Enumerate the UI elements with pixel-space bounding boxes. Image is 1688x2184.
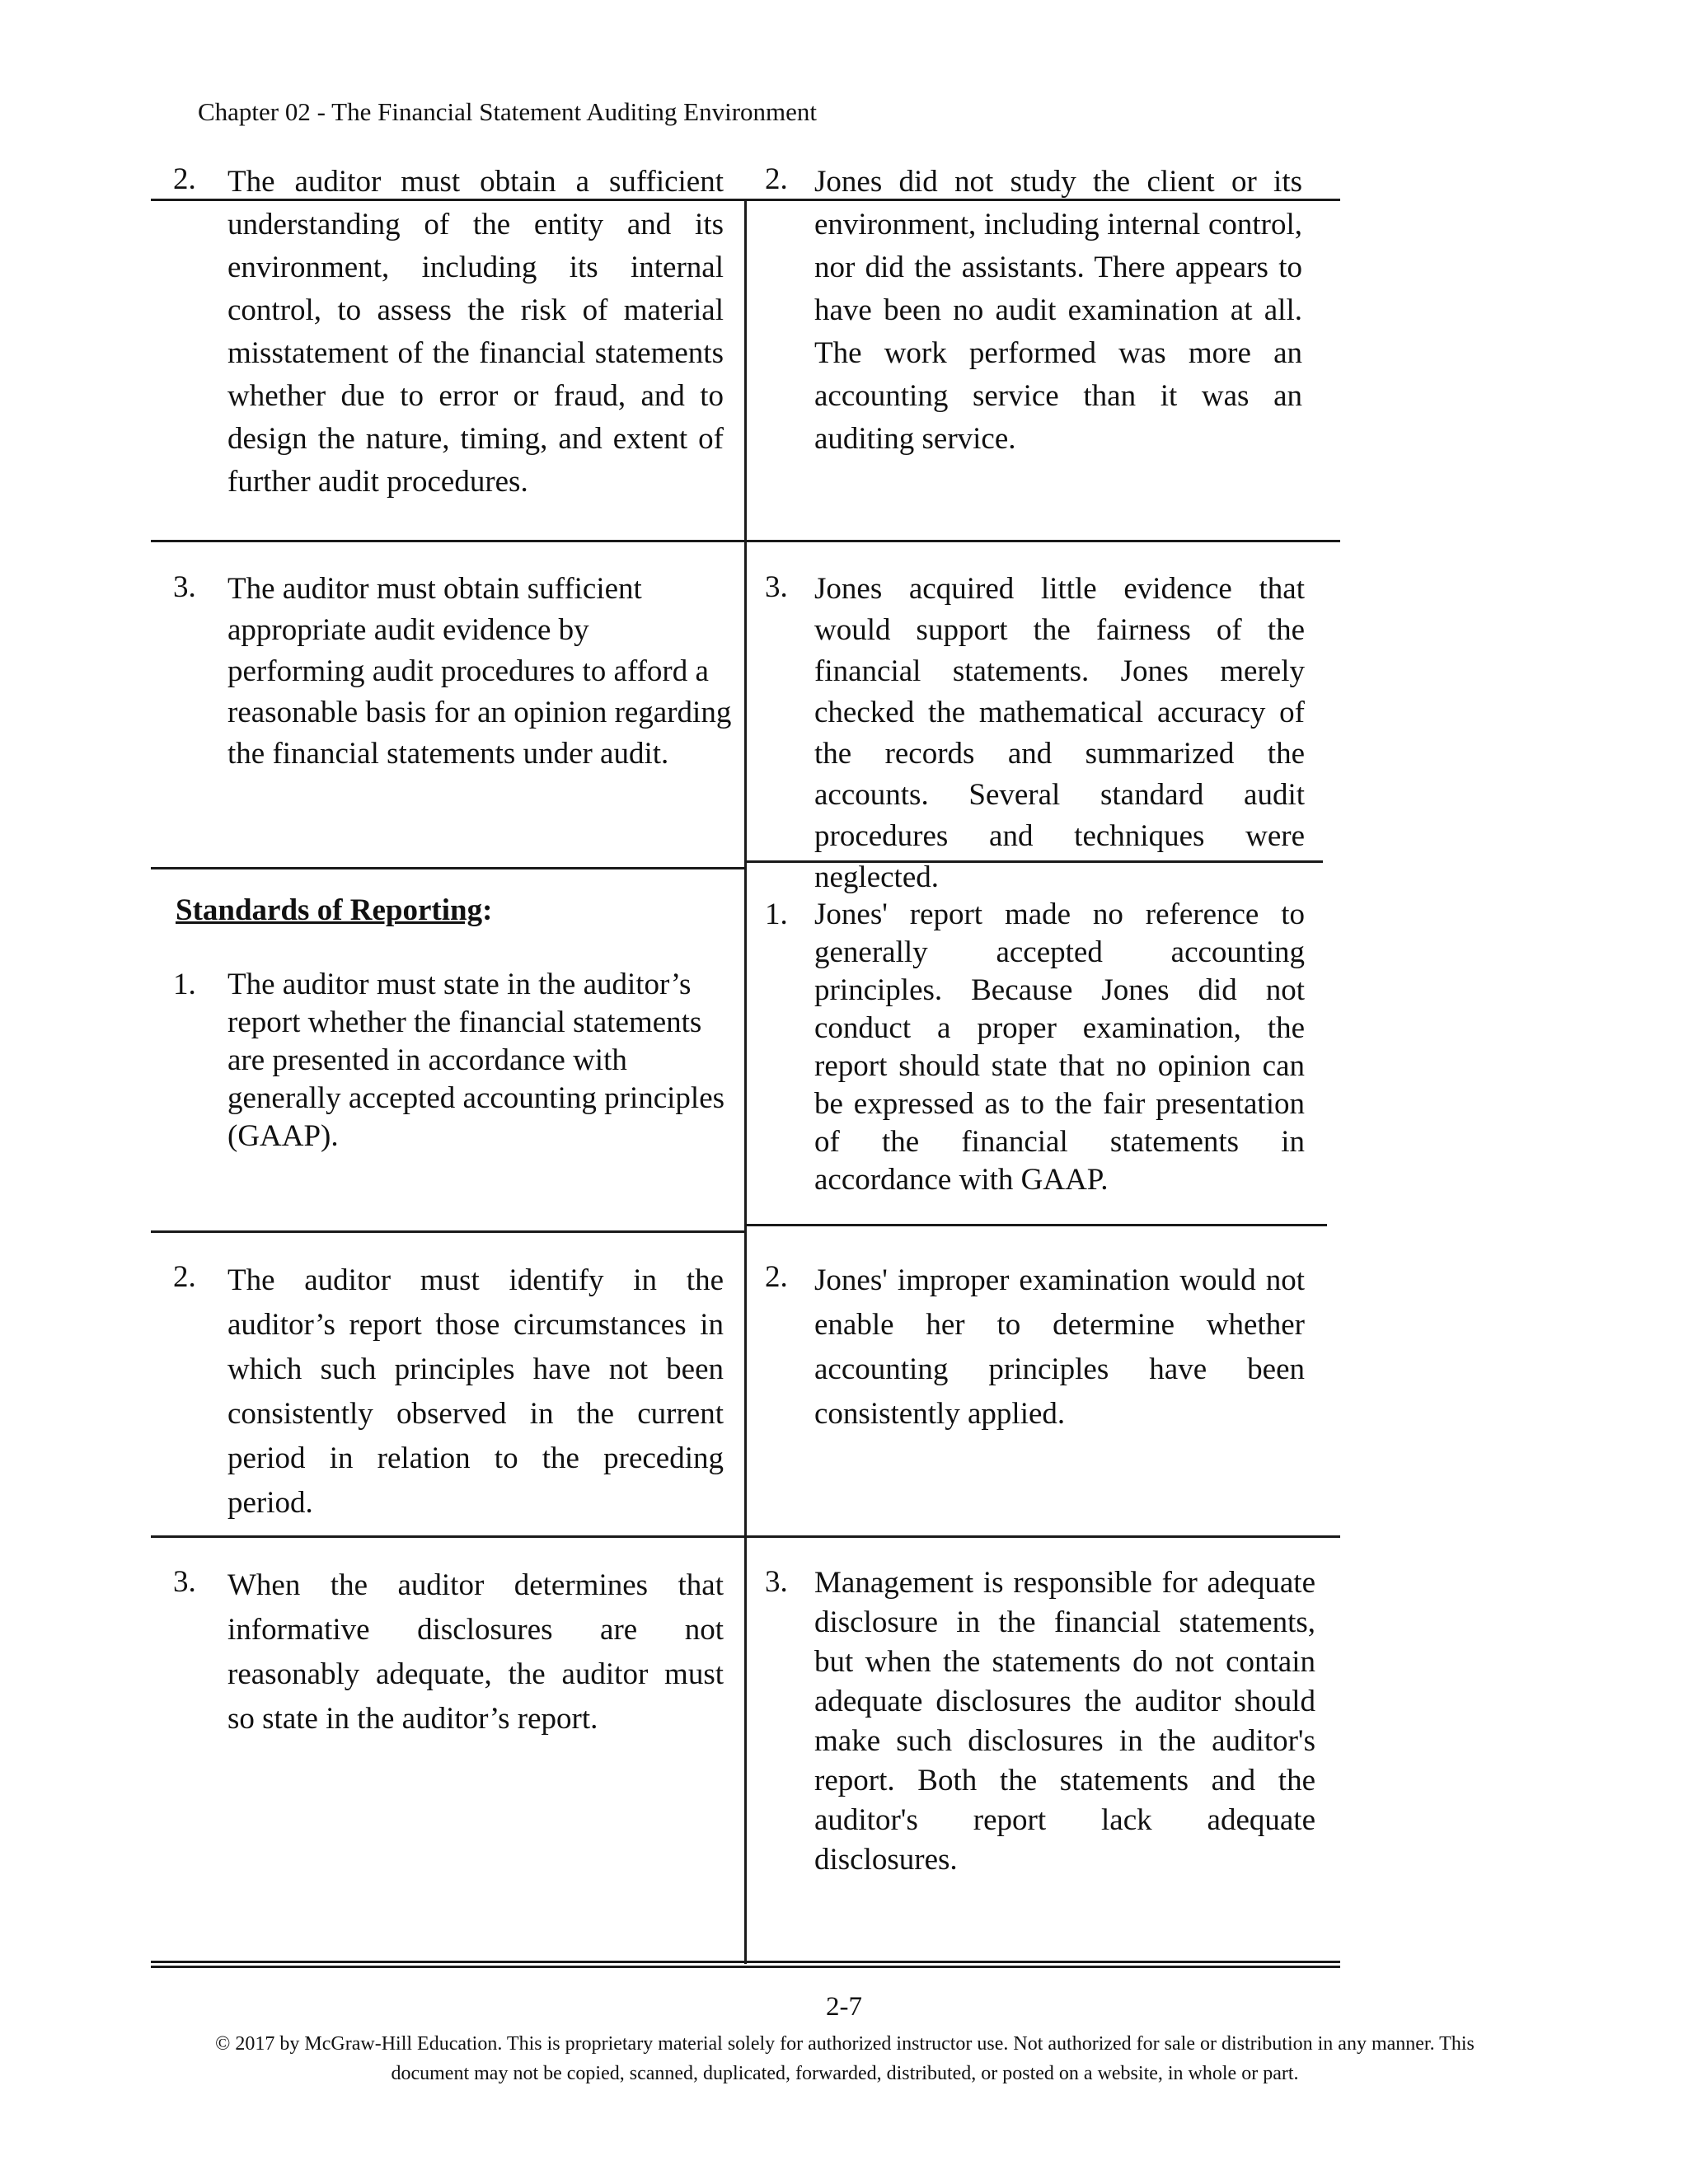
copyright-notice: © 2017 by McGraw-Hill Education. This is proprietary material solely for authorized instructor use. Not authorized for sale or distribution in any manner. This document may not be copied, scanned, duplicated, forwarded, distributed, or posted on a website, in whole or part. [215, 2033, 1475, 2084]
section-heading: Standards of Reporting: [176, 893, 493, 927]
list-number: 3. [173, 570, 196, 604]
auditing-standard-text: The auditor must obtain sufficient appropriate audit evidence by performing audit procedures to afford a reasonable basis for an opinion regarding the financial statements under audit. [227, 572, 732, 771]
table-column-divider [744, 200, 747, 1964]
auditing-standard-text: The auditor must obtain a sufficient understanding of the entity and its environment, including its internal control, to assess the risk of material misstatement of the financial statements whether due to error or fraud, and to design the nature, timing, and extent of further audit procedures. [227, 165, 724, 499]
table-rule [151, 867, 744, 869]
list-number: 2. [765, 162, 788, 196]
case-finding-text: Jones acquired little evidence that would support the fairness of the financial statements. Jones merely checked the mathematical accuracy of the records and summarized the accounts. Several standard audit procedures and techniques were neglected. [814, 572, 1305, 894]
list-number: 3. [765, 570, 788, 604]
list-number: 2. [173, 1260, 196, 1294]
case-finding-text: Jones' report made no reference to generally accepted accounting principles. Because Jones did not conduct a proper examination, the report should state that no opinion can be expressed as to the fair presentation of the financial statements in accordance with GAAP. [814, 898, 1305, 1197]
list-number: 1. [765, 898, 788, 931]
case-finding-text: Jones' improper examination would not enable her to determine whether accounting principles have been consistently applied. [814, 1263, 1305, 1431]
list-number: 2. [173, 162, 196, 196]
table-rule [151, 1966, 1340, 1968]
list-number: 3. [765, 1565, 788, 1599]
table-rule [151, 1230, 744, 1233]
page-header: Chapter 02 - The Financial Statement Auditing Environment [198, 97, 818, 126]
page-number: 2-7 [826, 1992, 862, 2022]
list-number: 2. [765, 1260, 788, 1294]
case-finding-text: Jones did not study the client or its environment, including internal control, nor did the assistants. There appears to have been no audit examination at all. The work performed was more an accounting service than it was an auditing service. [814, 165, 1302, 456]
reporting-standard-text: When the auditor determines that informative disclosures are not reasonably adequate, the auditor must so state in the auditor’s report. [227, 1568, 724, 1736]
list-number: 3. [173, 1565, 196, 1599]
reporting-standard-text: The auditor must state in the auditor’s report whether the financial statements are presented in accordance with generally accepted accounting principles (GAAP). [227, 968, 725, 1153]
case-finding-text: Management is responsible for adequate disclosure in the financial statements, but when the statements do not contain adequate disclosures the auditor should make such disclosures in the auditor's report. Both the statements and the auditor's report lack adequate disclosures. [814, 1566, 1315, 1877]
reporting-standard-text: The auditor must identify in the auditor’s report those circumstances in which such principles have not been consistently observed in the current period in relation to the preceding period. [227, 1263, 724, 1520]
table-rule [746, 1224, 1327, 1226]
list-number: 1. [173, 968, 196, 1001]
